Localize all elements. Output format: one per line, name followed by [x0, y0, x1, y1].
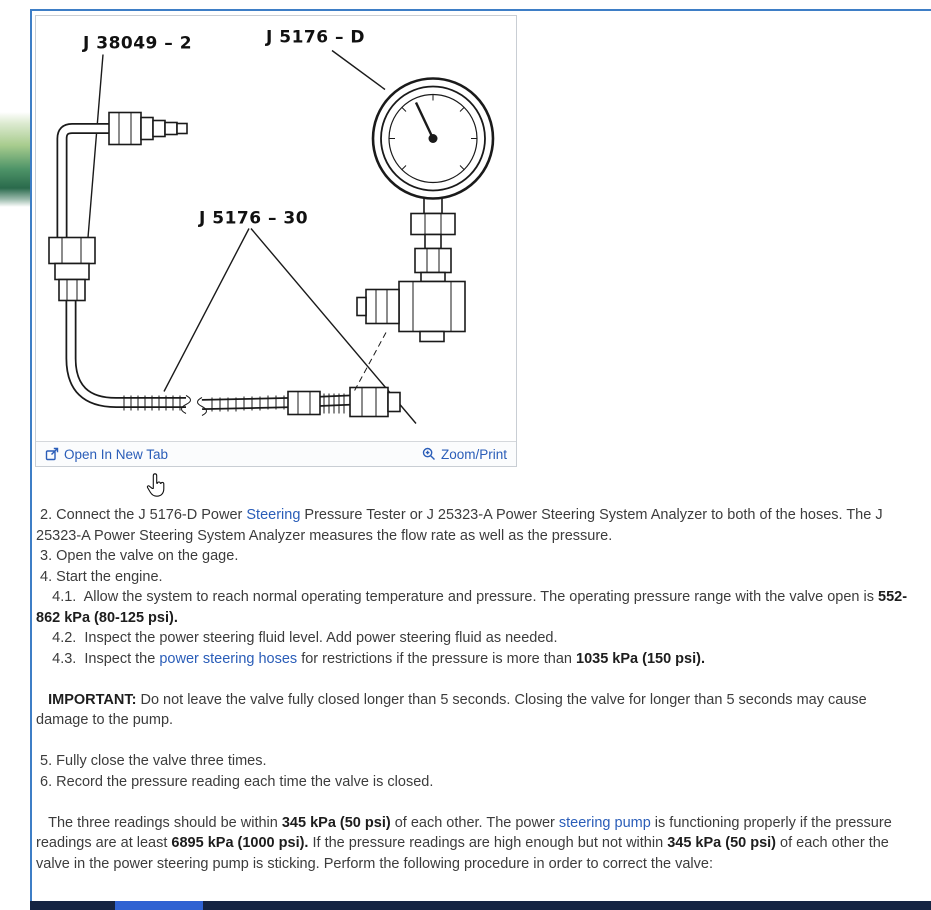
open-in-new-tab-label: Open In New Tab [64, 446, 169, 462]
step-4-2 [36, 628, 920, 649]
label-hoses: J 5176 – 30 [199, 208, 309, 229]
important-note [36, 690, 920, 731]
text-segment: 6. Record the pressure reading each time the valve is closed. [36, 773, 434, 790]
text-segment: 4.1. Allow the system to reach normal operating temperature and pressure. The operating pressure range with the valve open is [36, 589, 879, 605]
zoom-print-link[interactable] [422, 447, 507, 462]
text-segment: of each other. The power [390, 814, 559, 831]
spacer [36, 669, 920, 690]
text-segment: The three readings should be within [36, 814, 282, 831]
figure-panel [35, 15, 517, 467]
text-segment: 3. Open the valve on the gage. [36, 548, 239, 564]
procedure-text [36, 505, 920, 874]
text-segment: is functioning properly if the pressure readings are at least [36, 814, 896, 851]
text-segment: Pressure Tester or J 25323-A Power Steering System Analyzer to both of the hoses. The J 25323-A Power Steering System Analyzer measures the flow rate as well as the pressure. [36, 507, 887, 544]
leader-lines [88, 51, 416, 424]
inline-link[interactable]: power steering hoses [159, 650, 298, 667]
inline-link[interactable]: Steering [246, 507, 301, 523]
text-segment: of each other the valve in the power steering pump is sticking. Perform the following procedure in order to correct the valve: [36, 835, 893, 872]
step-4-3 [36, 649, 920, 670]
text-segment: 5. Fully close the valve three times. [36, 753, 267, 769]
label-adapter: J 38049 – 2 [83, 33, 193, 54]
window-frame-top [30, 9, 931, 11]
emphasis-text: 6895 kPa (1000 psi). [171, 835, 309, 851]
emphasis-text: 345 kPa (50 psi) [281, 814, 391, 831]
emphasis-text: 552-862 kPa (80-125 psi). [36, 589, 908, 626]
inline-link[interactable]: steering pump [558, 814, 651, 831]
text-segment: for restrictions if the pressure is more than [297, 650, 576, 667]
open-in-new-tab-link[interactable] [45, 447, 168, 462]
horizontal-scrollbar-thumb[interactable] [115, 901, 203, 910]
pressure-gauge [357, 79, 493, 342]
text-segment: 4.2. Inspect the power steering fluid level. Add power steering fluid as needed. [36, 630, 558, 646]
spacer [36, 792, 920, 813]
text-segment: 4.3. Inspect the [36, 650, 160, 667]
pressure-tester-diagram [36, 16, 516, 441]
label-gauge: J 5176 – D [266, 27, 366, 48]
window-frame-left [30, 9, 32, 901]
spacer [36, 731, 920, 752]
step-6 [36, 772, 920, 793]
text-segment: Do not leave the valve fully closed longer than 5 seconds. Closing the valve for longer than 5 seconds may cause damage to the pump. [36, 691, 871, 728]
horizontal-scrollbar[interactable] [30, 901, 931, 910]
zoom-print-label: Zoom/Print [440, 446, 507, 462]
figure-toolbar [36, 441, 516, 466]
hose-assembly [49, 113, 400, 417]
background-artifact [0, 112, 30, 207]
emphasis-text: IMPORTANT: [48, 691, 137, 708]
step-4 [36, 567, 920, 588]
hand-cursor [146, 473, 166, 503]
open-in-new-tab-icon [45, 447, 59, 461]
step-4-1 [36, 587, 920, 628]
emphasis-text: 345 kPa (50 psi) [667, 835, 777, 851]
summary-paragraph [36, 813, 920, 875]
zoom-icon [422, 447, 436, 461]
step-5 [36, 751, 920, 772]
text-segment [36, 692, 48, 708]
step-3 [36, 546, 920, 567]
text-segment: 2. Connect the J 5176-D Power [36, 507, 247, 523]
emphasis-text: 1035 kPa (150 psi). [576, 650, 705, 667]
step-2 [36, 505, 920, 546]
text-segment: If the pressure readings are high enough but not within [308, 835, 668, 851]
text-segment: 4. Start the engine. [36, 568, 163, 585]
